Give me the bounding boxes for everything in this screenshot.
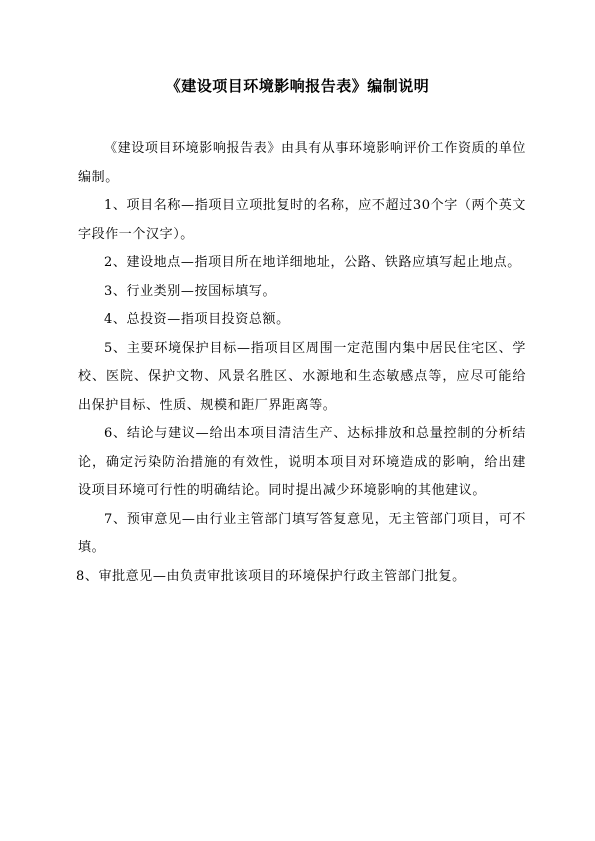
- item-preliminary-review: 7、预审意见—由行业主管部门填写答复意见，无主管部门项目，可不填。: [78, 511, 526, 555]
- intro-paragraph: 《建设项目环境影响报告表》由具有从事环境影响评价工作资质的单位编制。: [78, 141, 526, 185]
- item-total-investment: 4、总投资—指项目投资总额。: [104, 312, 290, 327]
- item-industry-category: 3、行业类别—按国标填写。: [104, 283, 277, 299]
- document-title: 《建设项目环境影响报告表》编制说明: [165, 77, 430, 95]
- item-protection-targets: 5、主要环境保护目标—指项目区周围一定范围内集中居民住宅区、学校、医院、保护文物、风景名胜区、水源地和生态敏感点等，应尽可能给出保护目标、性质、规模和距厂界距离等。: [78, 340, 526, 413]
- item-conclusions: 6、结论与建议—给出本项目清洁生产、达标排放和总量控制的分析结论，确定污染防治措施的有效性，说明本项目对环境造成的影响，给出建设项目环境可行性的明确结论。同时提出减少环境影响的其他建议。: [78, 426, 526, 498]
- item-project-name: 1、项目名称—指项目立项批复时的名称，应不超过30个字（两个英文字段作一个汉字）。: [78, 198, 526, 242]
- instructions-body: [78, 135, 526, 591]
- item-construction-site: 2、建设地点—指项目所在地详细地址，公路、铁路应填写起止地点。: [104, 255, 521, 270]
- item-approval-opinion: 8、审批意见—由负责审批该项目的环境保护行政主管部门批复。: [76, 568, 466, 584]
